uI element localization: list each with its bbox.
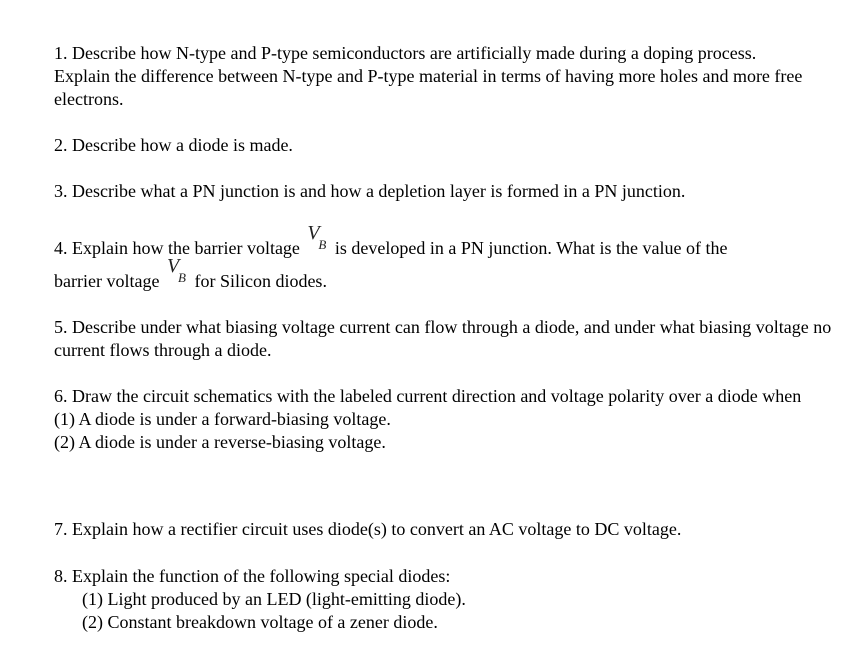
question-3: 3. Describe what a PN junction is and how a depletion layer is formed in a PN junction. <box>54 181 686 201</box>
question-4-line-2 <box>54 255 327 293</box>
question-7: 7. Explain how a rectifier circuit uses diode(s) to convert an AC voltage to DC voltage. <box>54 519 682 539</box>
question-2: 2. Describe how a diode is made. <box>54 135 293 155</box>
question-4-text-b: is developed in a PN junction. What is the value of the <box>334 238 728 258</box>
question-4-text-a: 4. Explain how the barrier voltage <box>54 238 300 258</box>
question-8 <box>54 565 466 634</box>
question-8-sub-2: (2) Constant breakdown voltage of a zener diode. <box>82 612 438 632</box>
barrier-voltage-symbol-2 <box>164 255 190 287</box>
question-4-text-c: barrier voltage <box>54 271 160 291</box>
question-1: 1. Describe how N-type and P-type semiconductors are artificially made during a doping process. Explain the difference between N-type and P-type material in terms of having more holes and more free electrons. <box>54 43 803 109</box>
question-5: 5. Describe under what biasing voltage current can flow through a diode, and under what biasing voltage no current flows through a diode. <box>54 317 832 360</box>
question-8-main: 8. Explain the function of the following special diodes: <box>54 566 451 586</box>
question-4-text-d: for Silicon diodes. <box>194 271 327 291</box>
math-subscript: B <box>318 237 327 252</box>
math-symbol-2: V <box>166 255 180 277</box>
question-6-main: 6. Draw the circuit schematics with the labeled current direction and voltage polarity over a diode when <box>54 386 802 406</box>
question-6 <box>54 385 814 454</box>
question-8-sub-1: (1) Light produced by an LED (light-emitting diode). <box>82 589 466 609</box>
question-6-sub-2: (2) A diode is under a reverse-biasing voltage. <box>54 432 386 452</box>
math-symbol: V <box>307 222 320 244</box>
math-subscript-2: B <box>177 270 186 285</box>
question-4-line-1 <box>54 222 728 260</box>
barrier-voltage-symbol <box>304 222 330 254</box>
question-6-sub-1: (1) A diode is under a forward-biasing voltage. <box>54 409 391 429</box>
